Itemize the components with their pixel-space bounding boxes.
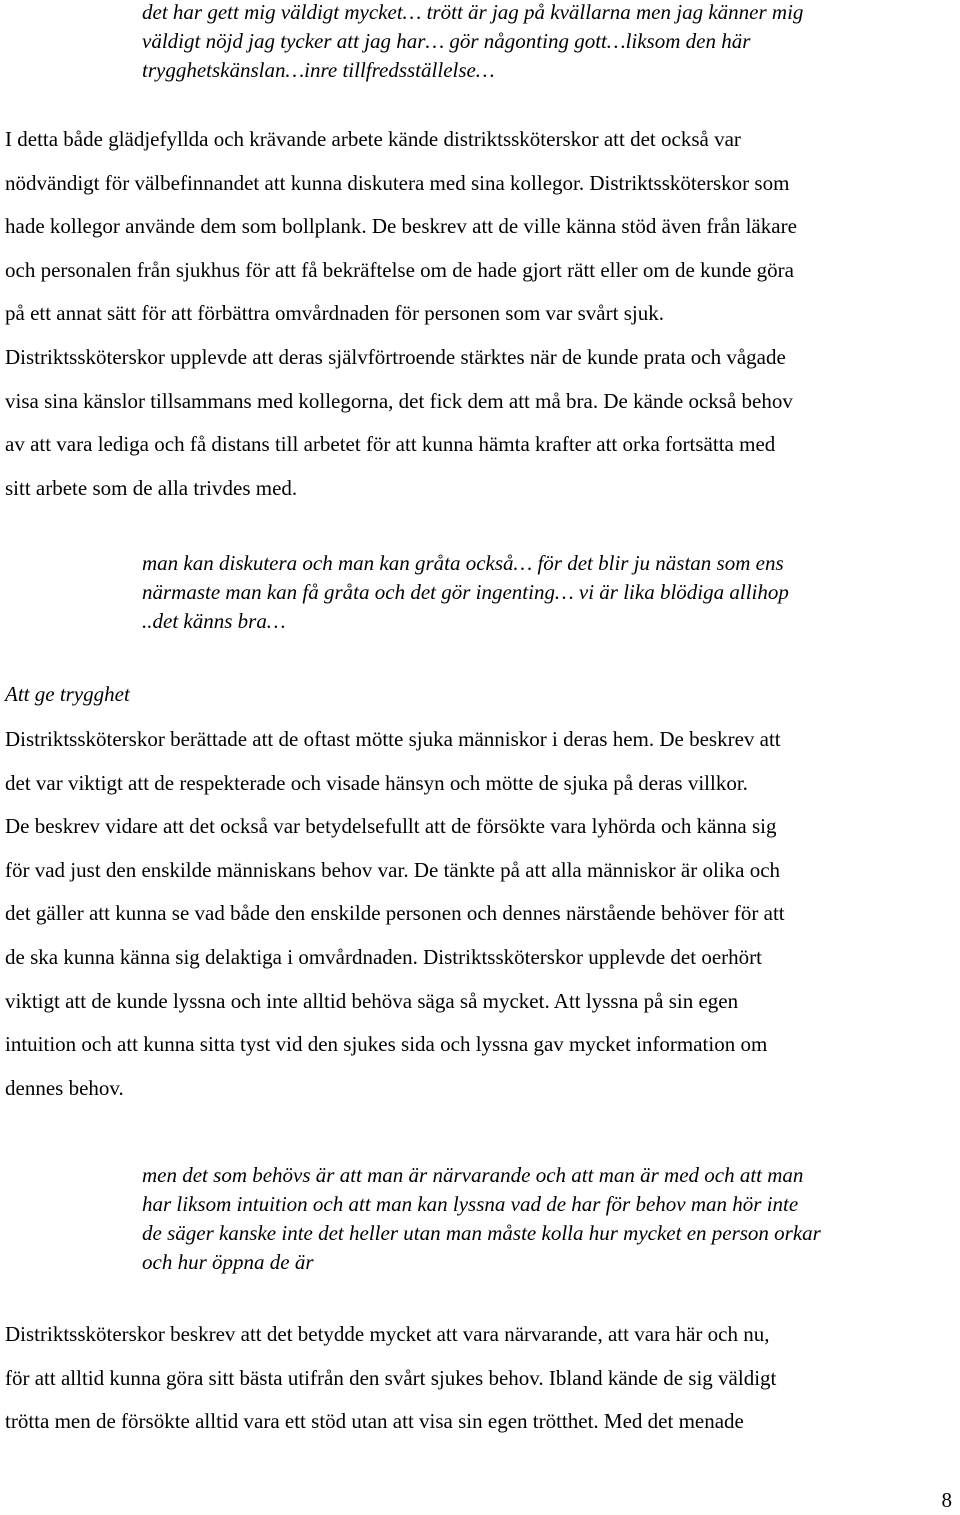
page-number: 8 xyxy=(941,1488,952,1512)
quote-line: de säger kanske inte det heller utan man måste kolla hur mycket en person orkar xyxy=(142,1221,821,1245)
paragraph-line: De beskrev vidare att det också var betydelsefullt att de försökte vara lyhörda och känna sig xyxy=(5,814,777,839)
body-paragraph-2 xyxy=(5,718,955,1110)
quote-line: och hur öppna de är xyxy=(142,1250,314,1274)
paragraph-line: sitt arbete som de alla trivdes med. xyxy=(5,475,298,500)
paragraph-line: nödvändigt för välbefinnandet att kunna diskutera med sina kollegor. Distriktssköterskor som xyxy=(5,170,790,195)
body-paragraph-3 xyxy=(5,1313,955,1444)
paragraph-line: det var viktigt att de respekterade och visade hänsyn och mötte de sjuka på deras villkor. xyxy=(5,770,748,795)
paragraph-line: det gäller att kunna se vad både den enskilde personen och dennes närstående behöver för att xyxy=(5,901,785,926)
paragraph-line: för vad just den enskilde människans behov var. De tänkte på att alla människor är olika och xyxy=(5,857,781,882)
paragraph-line: Distriktssköterskor berättade att de oftast mötte sjuka människor i deras hem. De beskrev att xyxy=(5,727,781,751)
quote-line: väldigt nöjd jag tycker att jag har… gör någonting gott…liksom den här xyxy=(142,29,751,53)
paragraph-line: trötta men de försökte alltid vara ett stöd utan att visa sin egen trötthet. Med det menade xyxy=(5,1409,744,1434)
paragraph-line: Distriktssköterskor upplevde att deras självförtroende stärktes när de kunde prata och vågade xyxy=(5,344,786,369)
paragraph-line: de ska kunna känna sig delaktiga i omvårdnaden. Distriktssköterskor upplevde det oerhört xyxy=(5,944,762,969)
body-paragraph-1 xyxy=(5,118,955,510)
interview-quote-1 xyxy=(142,0,957,85)
paragraph-line: hade kollegor använde dem som bollplank. De beskrev att de ville känna stöd även från läkare xyxy=(5,214,797,239)
section-heading: Att ge trygghet xyxy=(5,682,130,706)
interview-quote-3 xyxy=(142,1161,957,1277)
paragraph-line: Distriktssköterskor beskrev att det betydde mycket att vara närvarande, att vara här och nu, xyxy=(5,1322,770,1346)
paragraph-line: av att vara lediga och få distans till arbetet för att kunna hämta krafter att orka fortsätta med xyxy=(5,432,776,457)
quote-line: ..det känns bra… xyxy=(142,609,286,633)
paragraph-line: I detta både glädjefyllda och krävande arbete kände distriktssköterskor att det också var xyxy=(5,127,741,151)
quote-line: har liksom intuition och att man kan lyssna vad de har för behov man hör inte xyxy=(142,1192,799,1216)
paragraph-line: intuition och att kunna sitta tyst vid den sjukes sida och lyssna gav mycket information om xyxy=(5,1032,768,1057)
paragraph-line: dennes behov. xyxy=(5,1075,124,1100)
paragraph-line: visa sina känslor tillsammans med kollegorna, det fick dem att må bra. De kände också behov xyxy=(5,388,793,413)
interview-quote-2 xyxy=(142,549,957,636)
quote-line: trygghetskänslan…inre tillfredsställelse… xyxy=(142,58,495,82)
quote-line: närmaste man kan få gråta och det gör ingenting… vi är lika blödiga allihop xyxy=(142,580,789,604)
paragraph-line: och personalen från sjukhus för att få bekräftelse om de hade gjort rätt eller om de kunde göra xyxy=(5,257,794,282)
quote-line: man kan diskutera och man kan gråta också… för det blir ju nästan som ens xyxy=(142,551,784,575)
paragraph-line: viktigt att de kunde lyssna och inte alltid behöva säga så mycket. Att lyssna på sin egen xyxy=(5,988,739,1013)
quote-line: men det som behövs är att man är närvarande och att man är med och att man xyxy=(142,1163,804,1187)
paragraph-line: för att alltid kunna göra sitt bästa utifrån den svårt sjukes behov. Ibland kände de sig väldigt xyxy=(5,1365,777,1390)
paragraph-line: på ett annat sätt för att förbättra omvårdnaden för personen som var svårt sjuk. xyxy=(5,301,664,326)
quote-line: det har gett mig väldigt mycket… trött är jag på kvällarna men jag känner mig xyxy=(142,0,804,24)
